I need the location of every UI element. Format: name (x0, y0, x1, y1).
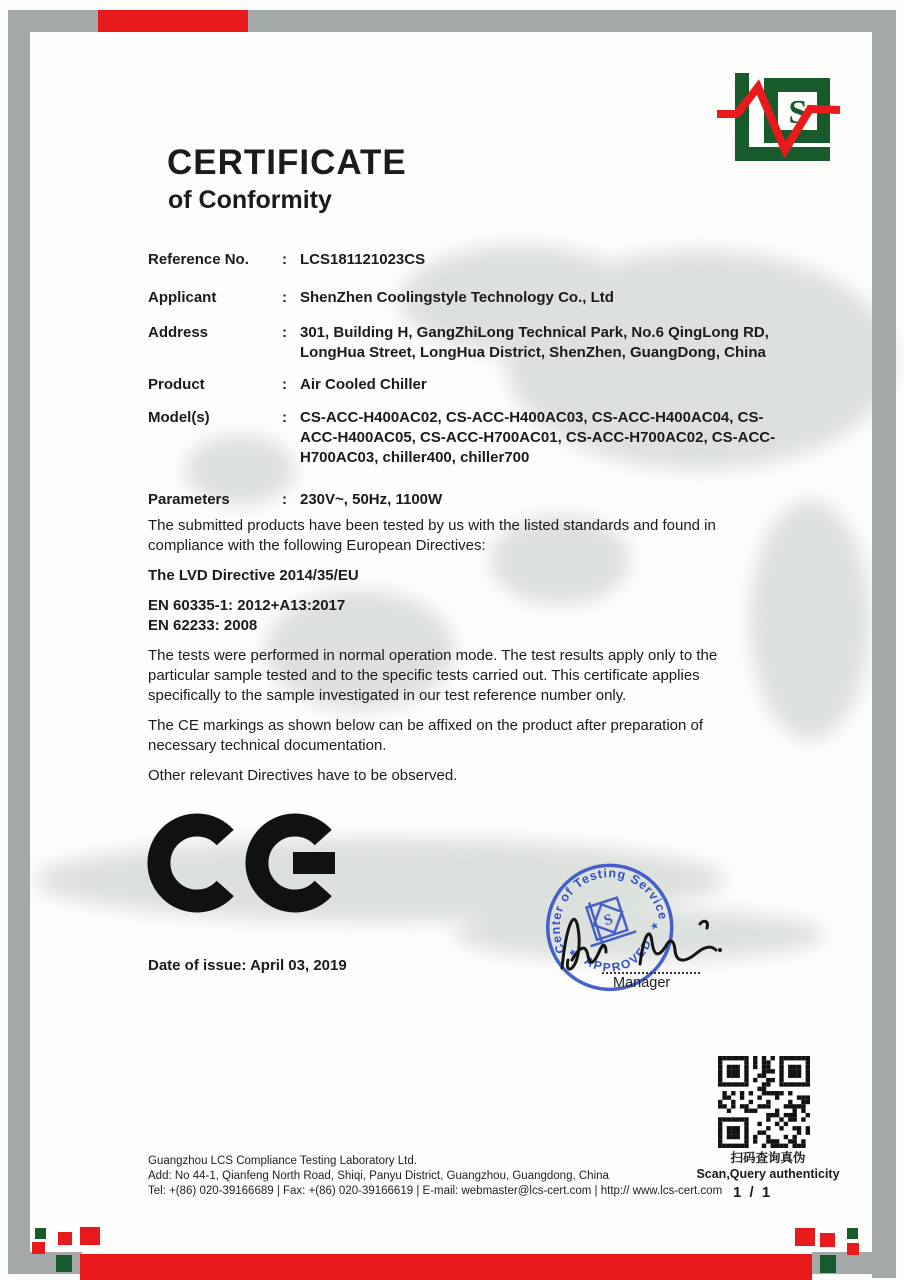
frame-right-bar (872, 10, 896, 1278)
field-reference-no (148, 250, 796, 270)
deco-square-red-medium-left (58, 1232, 72, 1245)
intro-paragraph: The submitted products have been tested by us with the listed standards and found in compliance with the following European Directives: (148, 517, 716, 554)
field-label: Address (148, 324, 209, 341)
page-subtitle: of Conformity (168, 186, 332, 214)
field-applicant (148, 288, 796, 308)
svg-text:S: S (788, 94, 808, 131)
field-label: Reference No. (148, 251, 249, 268)
field-value: 230V~, 50Hz, 1100W (300, 491, 443, 508)
standard-line-1: EN 60335-1: 2012+A13:2017 (148, 597, 346, 614)
deco-square-red-small-left (32, 1242, 45, 1254)
footer-company: Guangzhou LCS Compliance Testing Laboratory Ltd. (148, 1155, 417, 1167)
footer-address: Add: No 44-1, Qianfeng North Road, Shiqi, Panyu District, Guangzhou, Guangdong, China (148, 1170, 609, 1182)
field-value: ShenZhen Coolingstyle Technology Co., Ltd (300, 289, 614, 306)
field-value: LCS181121023CS (300, 251, 426, 268)
field-colon: : (282, 289, 287, 306)
field-colon: : (282, 376, 287, 393)
qr-code (718, 1056, 810, 1148)
field-models (148, 408, 796, 468)
field-colon: : (282, 324, 287, 341)
svg-text:APPROVED: APPROVED (581, 936, 655, 975)
stamp-asterisk-left: * (568, 946, 579, 965)
ce-mark-icon (145, 806, 355, 920)
deco-square-red-small-right (847, 1243, 859, 1255)
page-title: CERTIFICATE (167, 143, 407, 182)
signature-line (602, 952, 700, 974)
signer-role-label: Manager (613, 975, 671, 991)
standard-line-2: EN 62233: 2008 (148, 617, 258, 634)
svg-text:S: S (602, 911, 615, 930)
ce-markings-paragraph: The CE markings as shown below can be affixed on the product after preparation of necessary technical documentation. (148, 717, 704, 754)
field-product (148, 375, 796, 395)
page-number: 1 / 1 (733, 1184, 773, 1201)
deco-square-green-large-right (820, 1255, 836, 1273)
field-colon: : (282, 251, 287, 268)
footer-contact: Tel: +(86) 020-39166689 | Fax: +(86) 020-39166619 | E-mail: webmaster@lcs-cert.com | http:// www.lcs-cert.com (148, 1185, 723, 1197)
field-value: CS-ACC-H400AC02, CS-ACC-H400AC03, CS-ACC-H400AC04, CS-ACC-H400AC05, CS-ACC-H700AC01, CS-ACC-H700AC02, CS-ACC-H700AC03, chiller400, chiller700 (300, 409, 776, 466)
date-of-issue: Date of issue: April 03, 2019 (148, 957, 347, 974)
field-label: Applicant (148, 289, 217, 306)
svg-text:Center of Testing Service: Center of Testing Service (548, 866, 671, 956)
deco-square-green-small-left (35, 1228, 46, 1239)
field-label: Product (148, 376, 205, 393)
frame-left-bar (8, 10, 30, 1272)
field-label: Model(s) (148, 409, 210, 426)
frame-top-red-segment (98, 10, 248, 32)
qr-caption-chinese: 扫码查询真伪 (730, 1151, 806, 1165)
certificate-fields (148, 250, 796, 510)
field-colon: : (282, 409, 287, 426)
field-parameters (148, 490, 796, 510)
deco-square-green-small-right (847, 1228, 858, 1239)
field-address (148, 323, 796, 363)
deco-square-green-large-left (56, 1255, 72, 1272)
directive-line: The LVD Directive 2014/35/EU (148, 567, 359, 584)
certificate-body (148, 516, 752, 796)
qr-caption-english: Scan,Query authenticity (696, 1167, 840, 1181)
lcs-logo-icon (700, 65, 860, 170)
deco-square-red-medium-right (820, 1233, 835, 1247)
other-directives-paragraph: Other relevant Directives have to be observed. (148, 767, 458, 784)
field-colon: : (282, 491, 287, 508)
tests-paragraph: The tests were performed in normal operation mode. The test results apply only to the particular sample tested and to the specific tests carried out. This certificate applies specifically to the sample investigated in our test reference number only. (148, 647, 718, 704)
stamp-asterisk-right: * (649, 919, 661, 938)
deco-square-red-large-right (795, 1228, 815, 1246)
field-value: 301, Building H, GangZhiLong Technical Park, No.6 QingLong RD, LongHua Street, LongHua District, ShenZhen, GuangDong, China (300, 324, 769, 361)
footer-block (148, 1154, 788, 1199)
deco-square-red-large-left (80, 1227, 100, 1245)
frame-bottom-red-bar (80, 1254, 812, 1280)
field-value: Air Cooled Chiller (300, 376, 427, 393)
field-label: Parameters (148, 491, 230, 508)
